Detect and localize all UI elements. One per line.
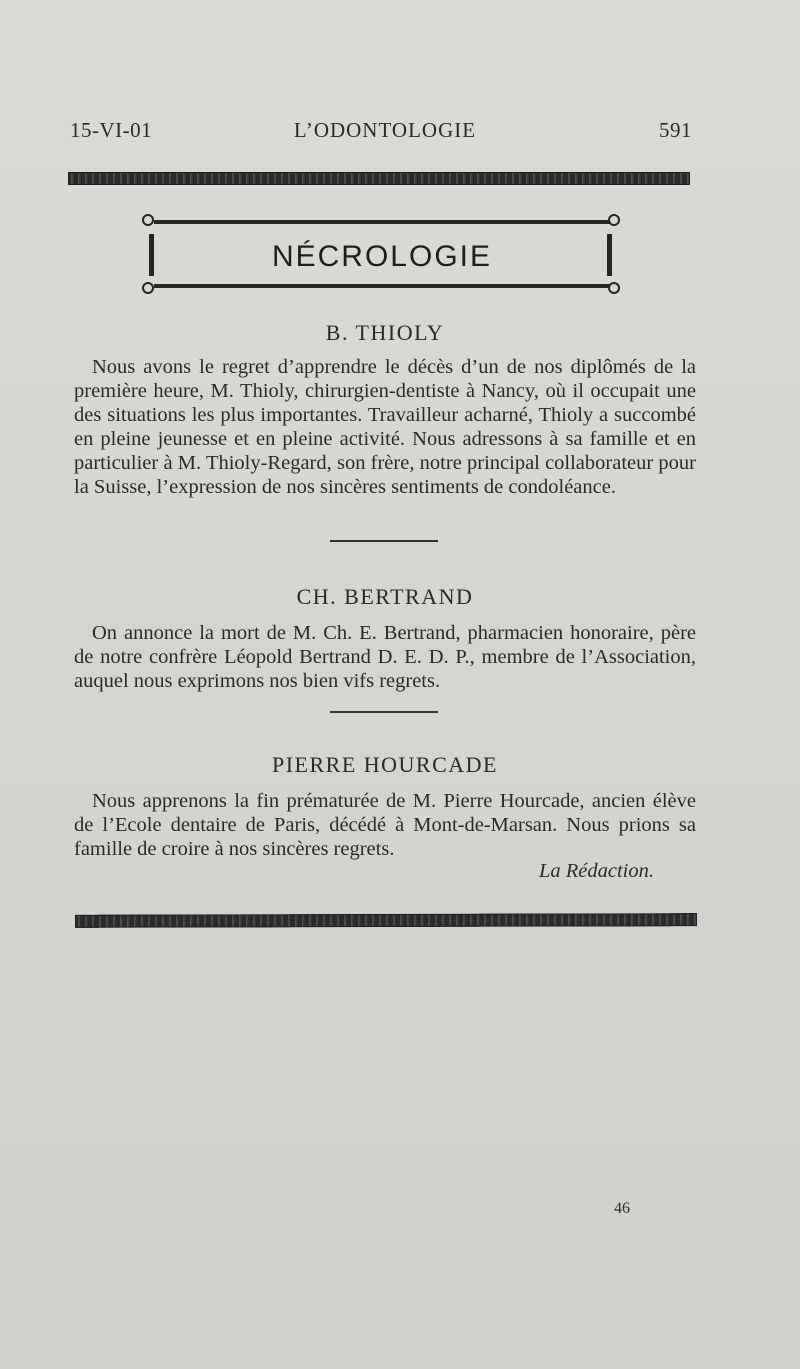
signature: La Rédaction. [538,860,654,882]
section-title-frame [142,212,622,294]
separator-rule [330,711,438,713]
obituary-text-thioly: Nous avons le regret d’apprendre le décès d’un de nos diplômés de la première heure, M. Thioly, chirurgien-dentiste à Nancy, où il occupait une des situations les plus importantes. Travailleur acharné, Thioly a succombé en pleine jeunesse et en pleine activité. Nous adressons à sa famille et en particulier à M. Thioly-Regard, son frère, notre principal collaborateur pour la Suisse, l’expression de nos sincères sentiments de condoléance. [74,356,696,498]
section-title: NÉCROLOGIE [271,240,493,273]
signature-mark: 46 [614,1200,630,1217]
page-number: 591 [659,118,692,142]
top-ornament-bar [68,172,690,185]
journal-title: L’ODONTOLOGIE [293,118,477,142]
obituary-heading-thioly: B. THIOLY [325,320,445,345]
running-head [70,118,700,148]
obituary-text-hourcade: Nous apprenons la fin prématurée de M. Pierre Hourcade, ancien élève de l’Ecole dentaire de Paris, décédé à Mont-de-Marsan. Nous prions sa famille de croire à nos sincères regrets. [74,790,696,860]
issue-date: 15-VI-01 [70,118,153,142]
separator-rule [330,540,438,542]
obituary-text-bertrand: On annonce la mort de M. Ch. E. Bertrand, pharmacien honoraire, père de notre confrère Léopold Bertrand D. E. D. P., membre de l’Association, auquel nous exprimons nos bien vifs regrets. [74,622,696,692]
bottom-ornament-bar [75,913,697,928]
obituary-heading-hourcade: PIERRE HOURCADE [271,752,498,777]
obituary-heading-bertrand: CH. BERTRAND [296,584,474,609]
